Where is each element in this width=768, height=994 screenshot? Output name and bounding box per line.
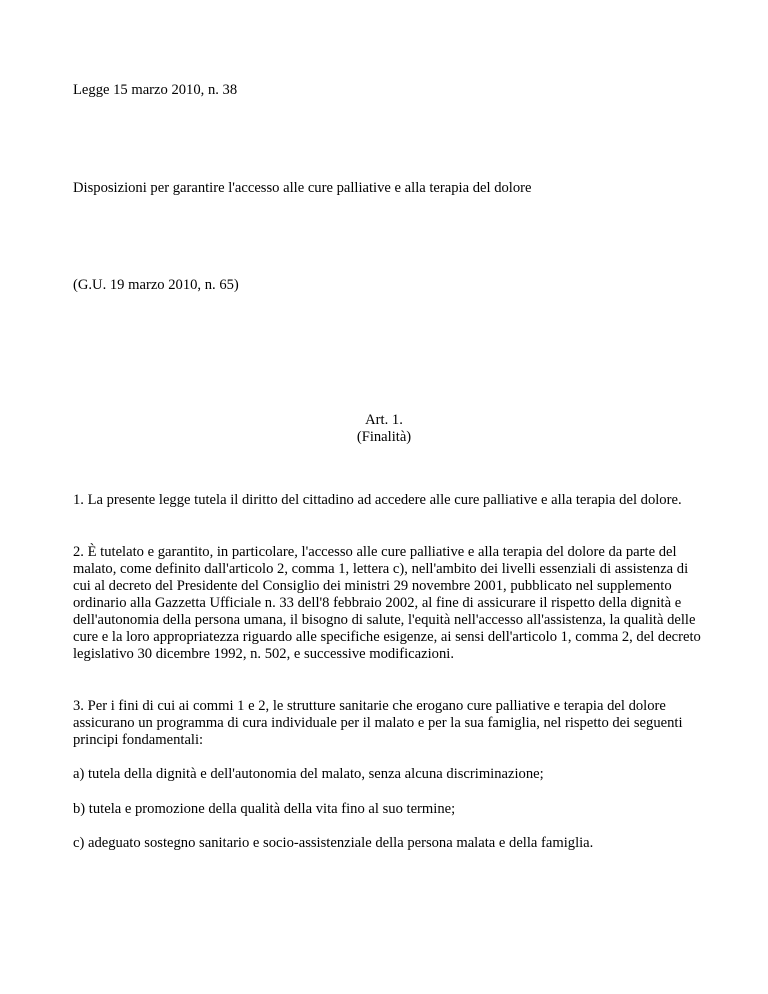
paragraph-2: 2. È tutelato e garantito, in particolare, l'accesso alle cure palliative e alla terapia del dolore da parte del malato, come definito dall'articolo 2, comma 1, lettera c), nell'ambito dei livelli essenziali di assistenza di cui al decreto del Presidente del Consiglio dei ministri 29 novembre 2001, pubblicato nel supplemento ordinario alla Gazzetta Ufficiale n. 33 dell'8 febbraio 2002, al fine di assicurare il rispetto della dignità e dell'autonomia della persona umana, il bisogno di salute, l'equità nell'accesso all'assistenza, la qualità delle cure e la loro appropriatezza riguardo alle specifiche esigenze, ai sensi dell'articolo 1, comma 2, del decreto legislativo 30 dicembre 1992, n. 502, e successive modificazioni. <box>73 544 701 662</box>
gazette-reference: (G.U. 19 marzo 2010, n. 65) <box>73 277 239 293</box>
law-subject: Disposizioni per garantire l'accesso alle cure palliative e alla terapia del dolore <box>73 180 532 196</box>
principle-item-b: b) tutela e promozione della qualità della vita fino al suo termine; <box>73 801 456 817</box>
principle-item-c: c) adeguato sostegno sanitario e socio-assistenziale della persona malata e della famiglia. <box>73 835 594 851</box>
article-heading <box>73 412 695 446</box>
paragraph-1: 1. La presente legge tutela il diritto del cittadino ad accedere alle cure palliative e alla terapia del dolore. <box>73 492 682 508</box>
principle-item-a: a) tutela della dignità e dell'autonomia del malato, senza alcuna discriminazione; <box>73 766 544 782</box>
paragraph-3: 3. Per i fini di cui ai commi 1 e 2, le strutture sanitarie che erogano cure palliative e terapia del dolore assicurano un programma di cura individuale per il malato e per la sua famiglia, nel rispetto dei seguenti principi fondamentali: <box>73 698 683 748</box>
article-title: (Finalità) <box>356 429 412 445</box>
law-title: Legge 15 marzo 2010, n. 38 <box>73 82 238 98</box>
article-number: Art. 1. <box>365 412 403 428</box>
